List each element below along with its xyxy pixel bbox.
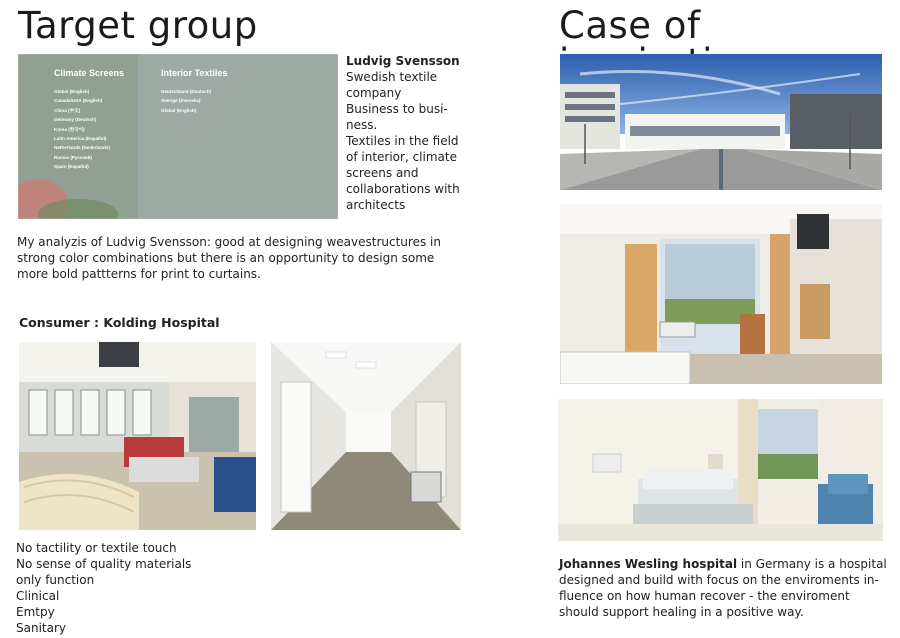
observation-item: only function bbox=[16, 573, 95, 587]
climate-screens-item: Netherlands (Nederlands) bbox=[54, 145, 110, 151]
interior-textiles-list bbox=[161, 68, 227, 115]
company-description-line: company bbox=[346, 86, 402, 100]
hospital-name: Johannes Wesling hospital bbox=[559, 557, 738, 571]
kolding-corridor-photo bbox=[271, 342, 461, 530]
company-description-line: Textiles in the field bbox=[346, 134, 459, 148]
hospital-description bbox=[559, 556, 889, 620]
consumer-heading: Consumer : Kolding Hospital bbox=[19, 315, 220, 330]
climate-screens-item: Russia (Русский) bbox=[54, 154, 92, 160]
interior-textiles-item: Global (English) bbox=[161, 107, 197, 113]
case-of-inspiration-heading: Case of bbox=[559, 4, 701, 47]
company-description-line: collaborations with bbox=[346, 182, 460, 196]
climate-screens-item: Germany (Deutsch) bbox=[54, 117, 97, 123]
company-info bbox=[346, 53, 526, 213]
company-description bbox=[346, 69, 526, 213]
company-description-line: screens and bbox=[346, 166, 419, 180]
hospital-text: in Germany is a hospital designed and build with focus on the enviroments in-fluence on how human recover - the enviroment should support healing in a positive way. bbox=[559, 557, 887, 619]
company-description-line: architects bbox=[346, 198, 406, 212]
observation-item: Sanitary bbox=[16, 621, 67, 635]
observation-item: No sense of quality materials bbox=[16, 557, 192, 571]
hospital-room-2-photo bbox=[558, 399, 883, 541]
company-description-line: Swedish textile bbox=[346, 70, 438, 84]
observations-list bbox=[16, 540, 191, 636]
climate-screens-list bbox=[54, 68, 124, 172]
hospital-room-photo bbox=[560, 204, 882, 384]
ludvig-svensson-brochure-image bbox=[18, 54, 338, 219]
company-description-line: Business to busi- bbox=[346, 102, 448, 116]
climate-screens-item: Korea (한국어) bbox=[54, 126, 85, 132]
climate-screens-item: Spain (Español) bbox=[54, 164, 89, 170]
kolding-ward-photo bbox=[19, 342, 256, 530]
interior-textiles-item: Deutschland (Deutsch) bbox=[161, 89, 212, 94]
climate-screens-item: China (中文) bbox=[54, 107, 81, 113]
climate-screens-item: Latin America (Español) bbox=[54, 136, 107, 142]
company-name: Ludvig Svensson bbox=[346, 54, 460, 68]
interior-textiles-item: Sverige (Svenska) bbox=[161, 98, 201, 104]
company-description-line: of interior, climate bbox=[346, 150, 457, 164]
observation-item: Emtpy bbox=[16, 605, 55, 619]
observation-item: Clinical bbox=[16, 589, 60, 603]
target-group-heading: Target group bbox=[18, 4, 258, 47]
observation-item: No tactility or textile touch bbox=[16, 541, 177, 555]
climate-screens-item: Global (English) bbox=[54, 89, 90, 94]
interior-textiles-title: Interior Textiles bbox=[161, 68, 228, 78]
company-description-line: ness. bbox=[346, 118, 378, 132]
climate-screens-item: Canada/USA (English) bbox=[54, 98, 103, 104]
hospital-exterior-photo bbox=[560, 54, 882, 190]
climate-screens-title: Climate Screens bbox=[54, 68, 125, 78]
analysis-paragraph: My analyzis of Ludvig Svensson: good at designing weavestructures in strong color combinations but there is an opportunity to design some more bold pattterns for print to curtains. bbox=[17, 235, 441, 281]
